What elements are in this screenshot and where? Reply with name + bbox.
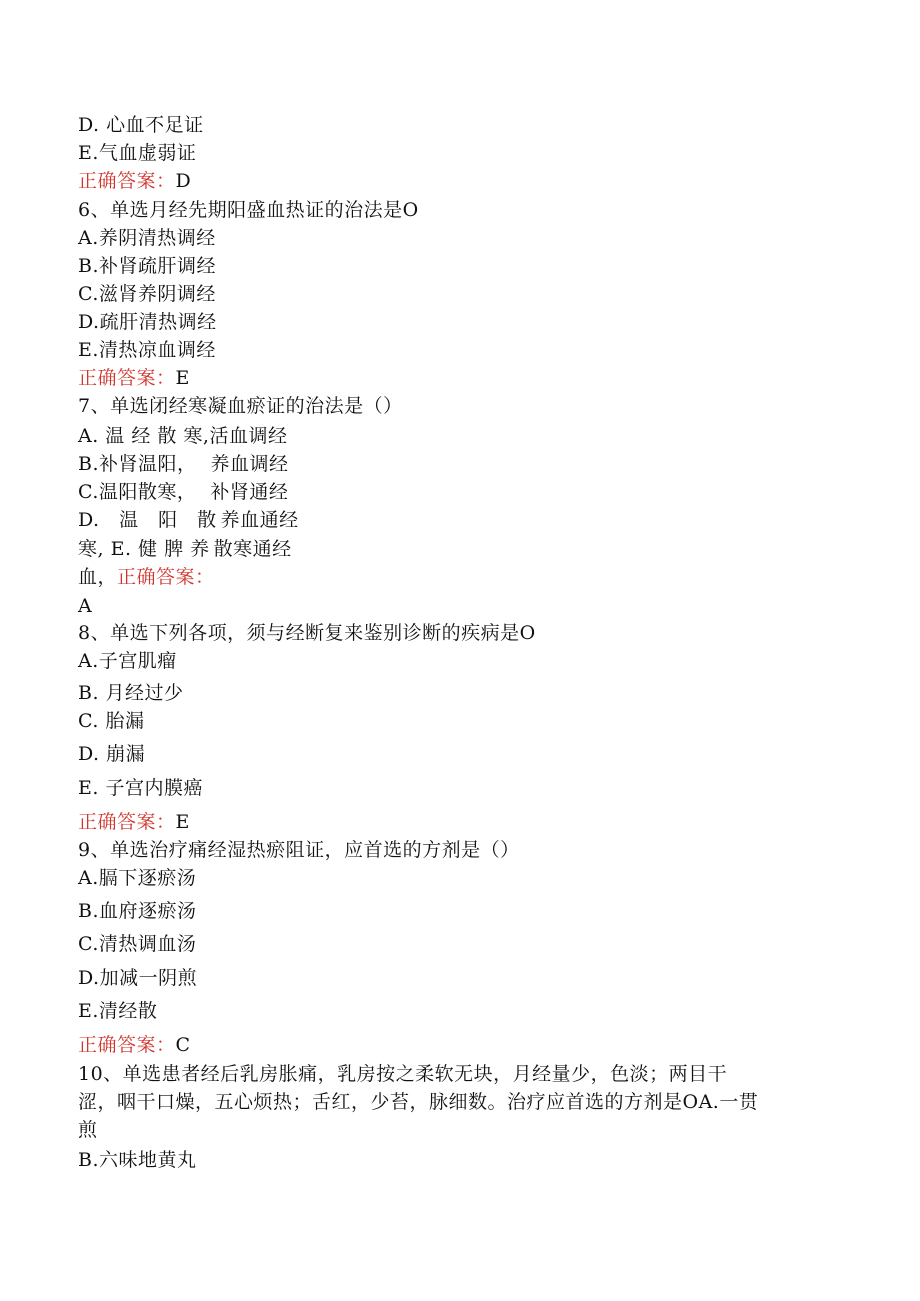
option-a-q8: A.子宫肌瘤 bbox=[78, 650, 177, 672]
answer-label: 正确答案： bbox=[78, 811, 176, 833]
option-e-q5: E.气血虚弱证 bbox=[78, 142, 197, 164]
option-e-q7-part3: 血， bbox=[78, 566, 118, 588]
option-e-q7-part2: 散寒通经 bbox=[213, 538, 292, 560]
answer-q8 bbox=[78, 810, 190, 834]
answer-q5 bbox=[78, 169, 191, 193]
option-b-q7-part2: 养血调经 bbox=[210, 453, 289, 475]
option-a-q6: A.养阴清热调经 bbox=[78, 227, 216, 249]
option-b-q7 bbox=[78, 452, 289, 476]
option-e-q8: E. 子宫内膜癌 bbox=[78, 777, 203, 799]
option-e-q9: E.清经散 bbox=[78, 1000, 158, 1022]
answer-q7 bbox=[78, 565, 215, 589]
option-b-q8: B. 月经过少 bbox=[78, 682, 184, 704]
option-d-q7 bbox=[78, 508, 299, 532]
answer-q6 bbox=[78, 366, 190, 390]
option-e-q7 bbox=[78, 537, 292, 561]
option-d-q8: D. 崩漏 bbox=[78, 743, 146, 765]
option-c-q8: C. 胎漏 bbox=[78, 710, 145, 732]
answer-value: E bbox=[175, 811, 190, 833]
question-8: 8、单选下列各项，须与经断复来鉴别诊断的疾病是O bbox=[78, 622, 536, 644]
option-a-q7-part1: A. 温 经 散 寒 bbox=[78, 425, 203, 447]
option-c-q7-part2: 补肾通经 bbox=[210, 481, 289, 503]
option-d-q7-part1: D. 温 阳 散 bbox=[78, 509, 217, 531]
answer-label: 正确答案： bbox=[117, 566, 215, 588]
question-7: 7、单选闭经寒凝血瘀证的治法是（） bbox=[78, 395, 403, 417]
answer-value: C bbox=[175, 1034, 191, 1056]
question-10-line2: 涩，咽干口燥，五心烦热；舌红，少苔，脉细数。治疗应首选的方剂是OA.一贯 bbox=[78, 1091, 759, 1113]
question-10-line3: 煎 bbox=[78, 1119, 98, 1141]
answer-value: D bbox=[175, 170, 192, 192]
question-6: 6、单选月经先期阳盛血热证的治法是O bbox=[78, 199, 419, 221]
option-c-q6: C.滋肾养阴调经 bbox=[78, 283, 216, 305]
option-d-q5: D. 心血不足证 bbox=[78, 114, 204, 136]
option-b-q7-part1: B.补肾温阳， bbox=[78, 453, 197, 475]
option-d-q9: D.加减一阴煎 bbox=[78, 967, 198, 989]
option-c-q9: C.清热调血汤 bbox=[78, 933, 197, 955]
option-a-q9: A.膈下逐瘀汤 bbox=[78, 867, 197, 889]
answer-q9 bbox=[78, 1033, 191, 1057]
answer-label: 正确答案： bbox=[78, 170, 176, 192]
option-d-q6: D.疏肝清热调经 bbox=[78, 311, 217, 333]
option-e-q6: E.清热凉血调经 bbox=[78, 339, 216, 361]
question-9: 9、单选治疗痛经湿热瘀阻证，应首选的方剂是（） bbox=[78, 839, 520, 861]
option-a-q7-part2: ,活血调经 bbox=[202, 425, 288, 447]
answer-label: 正确答案： bbox=[78, 367, 176, 389]
option-e-q7-part1: 寒, E. 健 脾 养 bbox=[78, 538, 210, 560]
answer-label: 正确答案： bbox=[78, 1034, 176, 1056]
option-b-q6: B.补肾疏肝调经 bbox=[78, 255, 217, 277]
option-c-q7-part1: C.温阳散寒， bbox=[78, 481, 197, 503]
option-b-q9: B.血府逐瘀汤 bbox=[78, 900, 197, 922]
option-c-q7 bbox=[78, 480, 288, 504]
option-b-q10: B.六味地黄丸 bbox=[78, 1149, 197, 1171]
option-d-q7-part2: 养血通经 bbox=[220, 509, 299, 531]
option-a-q7 bbox=[78, 424, 287, 448]
answer-value-q7: A bbox=[78, 595, 93, 617]
answer-value: E bbox=[175, 367, 190, 389]
question-10-line1: 10、单选患者经后乳房胀痛，乳房按之柔软无块，月经量少，色淡；两目干 bbox=[78, 1063, 728, 1085]
